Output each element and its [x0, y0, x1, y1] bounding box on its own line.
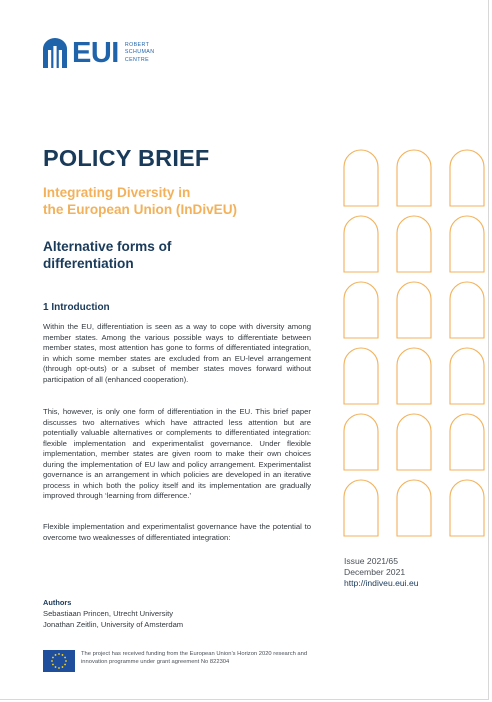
- logo-wordmark: EUI: [72, 37, 119, 69]
- arch-pattern-icon: [340, 146, 489, 546]
- issue-date: December 2021: [344, 567, 406, 577]
- project-title: [43, 185, 313, 218]
- flag-star: [55, 666, 57, 668]
- funding-notice: [81, 650, 381, 666]
- arch-shape: [450, 282, 484, 338]
- logo-line-1: ROBERT: [124, 42, 150, 49]
- logo-subtitle: [125, 42, 155, 64]
- arch-shape: [344, 216, 378, 272]
- arch-shape: [397, 414, 431, 470]
- author-item: Sebastiaan Princen, Utrecht University: [43, 609, 173, 618]
- paragraph: Within the EU, differentiation is seen as a way to cope with diversity among member states. Among the various possible ways to differentiate between member states, most attention has gone to forms of differentiated integration, in which some member states are excluded from an EU-level arrangement (through opt-outs) or a subset of member states moves forward without participation of all (enhanced cooperation).: [43, 322, 311, 384]
- brief-subtitle-line-2: differentiation: [43, 255, 134, 271]
- eui-arch-logo-icon: [42, 38, 68, 68]
- arch-shape: [397, 150, 431, 206]
- flag-star: [51, 660, 53, 662]
- paragraph: This, however, is only one form of differentiation in the EU. This brief paper discusses two alternatives which have attracted less attention but are potentially valuable alternatives or complements to differentiated integration: flexible implementation and experimentalist governance. Under flexible implementation, member states are given room to make their own choices during the implementation of EU law and policy arrangement. Experimentalist governance is an arrangement in which policies are developed in an iterative process in which both the policy itself and its implementation are gradually improved through ‘learning from difference.’: [43, 407, 311, 500]
- flag-star: [64, 657, 66, 659]
- funding-line-1: The project has received funding from the European Union’s Horizon 2020 research and: [81, 651, 308, 657]
- eui-logo: [42, 38, 154, 68]
- funding-line-2: innovation programme under grant agreement No 822304: [81, 659, 230, 665]
- arch-shape: [344, 282, 378, 338]
- brief-subtitle-line-1: Alternative forms of: [43, 239, 172, 254]
- section-heading: 1 Introduction: [43, 302, 110, 313]
- brief-subtitle: [43, 239, 303, 272]
- author-item: Jonathan Zeitlin, University of Amsterdam: [43, 619, 184, 629]
- issue-info: [344, 556, 419, 589]
- arch-shape: [450, 216, 484, 272]
- flag-star: [52, 657, 54, 659]
- arch-shape: [344, 480, 378, 536]
- logo-line-3: CENTRE: [124, 56, 150, 63]
- arch-shape: [344, 150, 378, 206]
- arch-shape: [397, 480, 431, 536]
- flag-star: [58, 653, 60, 655]
- arch-shape: [450, 414, 484, 470]
- flag-star: [55, 654, 57, 656]
- arch-shape: [397, 348, 431, 404]
- arch-shape: [397, 216, 431, 272]
- arch-shape: [344, 348, 378, 404]
- flag-star: [65, 660, 67, 662]
- authors-list: [43, 609, 183, 630]
- authors-heading: Authors: [43, 598, 72, 607]
- flag-star: [62, 654, 64, 656]
- logo-line-2: SCHUMAN: [124, 49, 155, 56]
- arch-shape: [397, 282, 431, 338]
- arch-shape: [450, 150, 484, 206]
- flag-star: [64, 664, 66, 666]
- project-title-line-2: the European Union (InDivEU): [43, 201, 238, 217]
- issue-url-link[interactable]: http://indiveu.eui.eu: [344, 578, 419, 588]
- page-title: POLICY BRIEF: [43, 145, 210, 171]
- arch-shape: [450, 480, 484, 536]
- flag-star: [62, 666, 64, 668]
- issue-number: Issue 2021/65: [344, 556, 398, 566]
- eu-flag-icon: [43, 650, 75, 672]
- paragraph: Flexible implementation and experimentalist governance have the potential to overcome two weaknesses of differentiated integration:: [43, 522, 311, 542]
- flag-star: [58, 667, 60, 669]
- flag-star: [52, 664, 54, 666]
- project-title-line-1: Integrating Diversity in: [43, 185, 191, 200]
- arch-shape: [450, 348, 484, 404]
- arch-shape: [344, 414, 378, 470]
